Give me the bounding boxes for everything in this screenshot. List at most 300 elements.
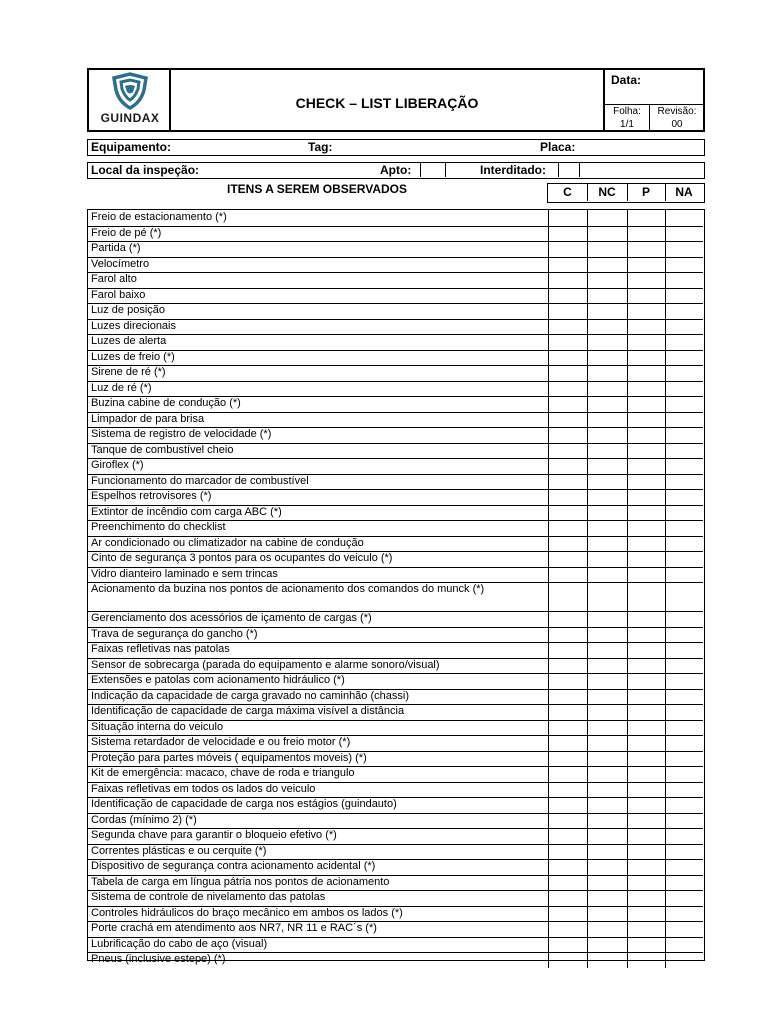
check-cell-na[interactable] bbox=[665, 627, 704, 643]
revisao-label: Revisão: bbox=[657, 106, 697, 117]
check-cell-p[interactable] bbox=[627, 567, 666, 583]
item-label: Lubrificação do cabo de aço (visual) bbox=[91, 937, 268, 950]
table-row bbox=[88, 704, 703, 721]
check-cell-p[interactable] bbox=[627, 288, 666, 304]
item-label: Buzina cabine de condução (*) bbox=[91, 397, 241, 409]
check-cell-na[interactable] bbox=[665, 952, 704, 968]
check-cell-nc[interactable] bbox=[587, 766, 628, 782]
check-cell-nc[interactable] bbox=[587, 797, 628, 813]
check-cell-c[interactable] bbox=[548, 797, 588, 813]
check-cell-c[interactable] bbox=[548, 720, 588, 736]
table-row bbox=[88, 350, 703, 367]
check-cell-na[interactable] bbox=[665, 520, 704, 536]
check-cell-nc[interactable] bbox=[587, 226, 628, 242]
check-cell-na[interactable] bbox=[665, 226, 704, 242]
item-label: Freio de estacionamento (*) bbox=[91, 211, 227, 223]
check-cell-na[interactable] bbox=[665, 859, 704, 875]
table-row bbox=[88, 611, 703, 628]
check-cell-na[interactable] bbox=[665, 210, 704, 226]
table-row bbox=[88, 720, 703, 737]
check-cell-c[interactable] bbox=[548, 875, 588, 891]
item-label: Luzes direcionais bbox=[91, 319, 176, 332]
check-cell-na[interactable] bbox=[665, 443, 704, 459]
check-cell-p[interactable] bbox=[627, 226, 666, 242]
check-cell-p[interactable] bbox=[627, 720, 666, 736]
check-cell-nc[interactable] bbox=[587, 751, 628, 767]
check-cell-c[interactable] bbox=[548, 689, 588, 705]
checklist-table bbox=[87, 209, 705, 965]
check-cell-nc[interactable] bbox=[587, 828, 628, 844]
table-row bbox=[88, 536, 703, 553]
item-label: Identificação de capacidade de carga nos estágios (guindauto) bbox=[91, 798, 397, 810]
document-header bbox=[87, 68, 705, 132]
check-cell-na[interactable] bbox=[665, 288, 704, 304]
check-cell-p[interactable] bbox=[627, 396, 666, 412]
check-cell-c[interactable] bbox=[548, 735, 588, 751]
check-cell-na[interactable] bbox=[665, 458, 704, 474]
check-cell-nc[interactable] bbox=[587, 782, 628, 798]
item-label: Kit de emergência: macaco, chave de roda e triangulo bbox=[91, 767, 355, 779]
item-label: Sistema retardador de velocidade e ou freio motor (*) bbox=[91, 736, 351, 748]
table-row bbox=[88, 890, 703, 907]
check-cell-p[interactable] bbox=[627, 303, 666, 319]
check-cell-c[interactable] bbox=[548, 334, 588, 350]
check-cell-p[interactable] bbox=[627, 458, 666, 474]
inspection-row bbox=[87, 162, 705, 179]
check-cell-c[interactable] bbox=[548, 381, 588, 397]
check-cell-nc[interactable] bbox=[587, 505, 628, 521]
check-cell-na[interactable] bbox=[665, 844, 704, 860]
table-row bbox=[88, 797, 703, 814]
check-cell-p[interactable] bbox=[627, 210, 666, 226]
check-cell-na[interactable] bbox=[665, 334, 704, 350]
table-row bbox=[88, 813, 703, 830]
table-row bbox=[88, 735, 703, 752]
revisao-value: 00 bbox=[671, 119, 683, 130]
check-cell-nc[interactable] bbox=[587, 735, 628, 751]
check-cell-p[interactable] bbox=[627, 536, 666, 552]
check-cell-c[interactable] bbox=[548, 427, 588, 443]
check-cell-p[interactable] bbox=[627, 474, 666, 490]
check-cell-nc[interactable] bbox=[587, 906, 628, 922]
table-row bbox=[88, 226, 703, 243]
item-label: Proteção para partes móveis ( equipamentos moveis) (*) bbox=[91, 751, 367, 764]
item-label: Cinto de segurança 3 pontos para os ocupantes do veiculo (*) bbox=[91, 552, 393, 564]
check-cell-na[interactable] bbox=[665, 689, 704, 705]
table-row bbox=[88, 489, 703, 506]
check-cell-nc[interactable] bbox=[587, 813, 628, 829]
check-cell-p[interactable] bbox=[627, 906, 666, 922]
check-cell-p[interactable] bbox=[627, 673, 666, 689]
check-cell-p[interactable] bbox=[627, 704, 666, 720]
check-cell-na[interactable] bbox=[665, 797, 704, 813]
check-cell-p[interactable] bbox=[627, 937, 666, 953]
check-cell-na[interactable] bbox=[665, 937, 704, 953]
item-label: Segunda chave para garantir o bloqueio efetivo (*) bbox=[91, 829, 337, 841]
check-cell-na[interactable] bbox=[665, 303, 704, 319]
table-row bbox=[88, 782, 703, 799]
check-cell-nc[interactable] bbox=[587, 443, 628, 459]
check-cell-na[interactable] bbox=[665, 673, 704, 689]
item-label: Controles hidráulicos do braço mecânico em ambos os lados (*) bbox=[91, 906, 403, 919]
company-logo bbox=[89, 70, 171, 130]
check-cell-na[interactable] bbox=[665, 611, 704, 627]
items-header: ITENS A SEREM OBSERVADOS bbox=[226, 182, 408, 196]
check-cell-nc[interactable] bbox=[587, 303, 628, 319]
check-cell-na[interactable] bbox=[665, 257, 704, 273]
check-cell-c[interactable] bbox=[548, 906, 588, 922]
check-cell-nc[interactable] bbox=[587, 381, 628, 397]
check-cell-p[interactable] bbox=[627, 921, 666, 937]
check-cell-c[interactable] bbox=[548, 412, 588, 428]
check-cell-na[interactable] bbox=[665, 921, 704, 937]
check-cell-nc[interactable] bbox=[587, 427, 628, 443]
check-cell-nc[interactable] bbox=[587, 489, 628, 505]
check-cell-c[interactable] bbox=[548, 520, 588, 536]
check-cell-c[interactable] bbox=[548, 551, 588, 567]
check-cell-c[interactable] bbox=[548, 952, 588, 968]
check-cell-c[interactable] bbox=[548, 257, 588, 273]
item-label: Acionamento da buzina nos pontos de acionamento dos comandos do munck (*) bbox=[91, 583, 485, 595]
item-label: Freio de pé (*) bbox=[91, 226, 162, 239]
table-row bbox=[88, 828, 703, 845]
col-c-header: C bbox=[548, 184, 588, 201]
table-row bbox=[88, 627, 703, 644]
check-cell-nc[interactable] bbox=[587, 412, 628, 428]
check-cell-p[interactable] bbox=[627, 844, 666, 860]
check-cell-nc[interactable] bbox=[587, 875, 628, 891]
meta-column bbox=[603, 70, 705, 130]
check-cell-p[interactable] bbox=[627, 751, 666, 767]
check-cell-nc[interactable] bbox=[587, 241, 628, 257]
item-label: Gerenciamento dos acessórios de içamento de cargas (*) bbox=[91, 612, 372, 624]
check-cell-p[interactable] bbox=[627, 520, 666, 536]
check-cell-nc[interactable] bbox=[587, 396, 628, 412]
check-cell-p[interactable] bbox=[627, 813, 666, 829]
check-cell-nc[interactable] bbox=[587, 952, 628, 968]
check-cell-p[interactable] bbox=[627, 334, 666, 350]
check-cell-na[interactable] bbox=[665, 350, 704, 366]
check-cell-nc[interactable] bbox=[587, 474, 628, 490]
check-cell-c[interactable] bbox=[548, 303, 588, 319]
check-cell-p[interactable] bbox=[627, 551, 666, 567]
item-label: Extensões e patolas com acionamento hidráulico (*) bbox=[91, 674, 345, 686]
item-label: Espelhos retrovisores (*) bbox=[91, 490, 212, 502]
item-label: Identificação de capacidade de carga máxima visível a distância bbox=[91, 705, 405, 717]
item-label: Cordas (mínimo 2) (*) bbox=[91, 813, 197, 826]
table-row bbox=[88, 334, 703, 351]
table-row bbox=[88, 257, 703, 274]
table-row bbox=[88, 582, 703, 612]
check-cell-na[interactable] bbox=[665, 272, 704, 288]
item-label: Farol alto bbox=[91, 273, 137, 285]
check-cell-na[interactable] bbox=[665, 365, 704, 381]
check-cell-c[interactable] bbox=[548, 658, 588, 674]
check-cell-na[interactable] bbox=[665, 906, 704, 922]
check-cell-nc[interactable] bbox=[587, 704, 628, 720]
check-cell-nc[interactable] bbox=[587, 921, 628, 937]
check-cell-c[interactable] bbox=[548, 782, 588, 798]
check-cell-p[interactable] bbox=[627, 272, 666, 288]
check-cell-p[interactable] bbox=[627, 828, 666, 844]
item-label: Funcionamento do marcador de combustível bbox=[91, 474, 309, 487]
check-cell-p[interactable] bbox=[627, 859, 666, 875]
interditado-label: Interditado: bbox=[480, 163, 546, 177]
check-cell-na[interactable] bbox=[665, 489, 704, 505]
item-label: Farol baixo bbox=[91, 288, 146, 301]
check-cell-nc[interactable] bbox=[587, 536, 628, 552]
check-cell-c[interactable] bbox=[548, 458, 588, 474]
table-row bbox=[88, 875, 703, 892]
table-row bbox=[88, 567, 703, 584]
check-cell-p[interactable] bbox=[627, 489, 666, 505]
check-cell-na[interactable] bbox=[665, 396, 704, 412]
table-row bbox=[88, 859, 703, 876]
check-cell-p[interactable] bbox=[627, 427, 666, 443]
folha-box bbox=[605, 104, 650, 131]
guindax-shield-icon bbox=[89, 70, 171, 112]
check-cell-p[interactable] bbox=[627, 952, 666, 968]
interditado-box[interactable] bbox=[558, 163, 580, 177]
check-cell-na[interactable] bbox=[665, 642, 704, 658]
item-label: Correntes plásticas e ou cerquite (*) bbox=[91, 844, 267, 857]
status-column-header bbox=[547, 183, 705, 203]
item-label: Ar condicionado ou climatizador na cabine de condução bbox=[91, 536, 364, 549]
check-cell-p[interactable] bbox=[627, 412, 666, 428]
item-label: Luzes de freio (*) bbox=[91, 350, 175, 363]
revisao-box bbox=[649, 104, 705, 131]
check-cell-c[interactable] bbox=[548, 241, 588, 257]
check-cell-nc[interactable] bbox=[587, 844, 628, 860]
col-nc-header: NC bbox=[587, 184, 628, 201]
check-cell-na[interactable] bbox=[665, 505, 704, 521]
item-label: Dispositivo de segurança contra acionamento acidental (*) bbox=[91, 860, 376, 872]
check-cell-c[interactable] bbox=[548, 704, 588, 720]
check-cell-nc[interactable] bbox=[587, 319, 628, 335]
check-cell-nc[interactable] bbox=[587, 627, 628, 643]
check-cell-c[interactable] bbox=[548, 766, 588, 782]
check-cell-p[interactable] bbox=[627, 505, 666, 521]
apto-label: Apto: bbox=[380, 163, 412, 177]
check-cell-nc[interactable] bbox=[587, 288, 628, 304]
item-label: Porte crachá em atendimento aos NR7, NR 11 e RAC´s (*) bbox=[91, 922, 377, 934]
check-cell-c[interactable] bbox=[548, 921, 588, 937]
check-cell-na[interactable] bbox=[665, 567, 704, 583]
check-cell-na[interactable] bbox=[665, 735, 704, 751]
check-cell-c[interactable] bbox=[548, 505, 588, 521]
check-cell-na[interactable] bbox=[665, 536, 704, 552]
check-cell-c[interactable] bbox=[548, 844, 588, 860]
table-row bbox=[88, 658, 703, 675]
check-cell-na[interactable] bbox=[665, 875, 704, 891]
check-cell-na[interactable] bbox=[665, 412, 704, 428]
check-cell-na[interactable] bbox=[665, 582, 704, 611]
item-label: Velocímetro bbox=[91, 257, 150, 270]
item-label: Tanque de combustível cheio bbox=[91, 443, 234, 456]
check-cell-nc[interactable] bbox=[587, 720, 628, 736]
table-row bbox=[88, 241, 703, 258]
check-cell-nc[interactable] bbox=[587, 334, 628, 350]
check-cell-nc[interactable] bbox=[587, 458, 628, 474]
check-cell-c[interactable] bbox=[548, 489, 588, 505]
item-label: Limpador de para brisa bbox=[91, 412, 205, 425]
table-row bbox=[88, 505, 703, 522]
check-cell-nc[interactable] bbox=[587, 937, 628, 953]
check-cell-c[interactable] bbox=[548, 642, 588, 658]
check-cell-p[interactable] bbox=[627, 257, 666, 273]
tag-label: Tag: bbox=[308, 140, 333, 154]
check-cell-p[interactable] bbox=[627, 582, 666, 611]
check-cell-c[interactable] bbox=[548, 567, 588, 583]
item-label: Sirene de ré (*) bbox=[91, 366, 166, 378]
local-label: Local da inspeção: bbox=[91, 163, 200, 177]
check-cell-na[interactable] bbox=[665, 890, 704, 906]
check-cell-c[interactable] bbox=[548, 937, 588, 953]
document-title: CHECK – LIST LIBERAÇÃO bbox=[295, 95, 479, 111]
check-cell-na[interactable] bbox=[665, 720, 704, 736]
check-cell-na[interactable] bbox=[665, 751, 704, 767]
check-cell-p[interactable] bbox=[627, 627, 666, 643]
check-cell-na[interactable] bbox=[665, 782, 704, 798]
table-row bbox=[88, 458, 703, 475]
check-cell-na[interactable] bbox=[665, 704, 704, 720]
check-cell-c[interactable] bbox=[548, 396, 588, 412]
check-cell-p[interactable] bbox=[627, 365, 666, 381]
check-cell-c[interactable] bbox=[548, 536, 588, 552]
check-cell-nc[interactable] bbox=[587, 567, 628, 583]
table-row bbox=[88, 921, 703, 938]
item-label: Giroflex (*) bbox=[91, 459, 144, 471]
check-cell-na[interactable] bbox=[665, 241, 704, 257]
check-cell-na[interactable] bbox=[665, 474, 704, 490]
check-cell-c[interactable] bbox=[548, 319, 588, 335]
check-cell-nc[interactable] bbox=[587, 611, 628, 627]
check-cell-p[interactable] bbox=[627, 319, 666, 335]
check-cell-na[interactable] bbox=[665, 381, 704, 397]
check-cell-na[interactable] bbox=[665, 551, 704, 567]
col-na-header: NA bbox=[675, 185, 693, 199]
check-cell-p[interactable] bbox=[627, 689, 666, 705]
check-cell-nc[interactable] bbox=[587, 257, 628, 273]
check-cell-c[interactable] bbox=[548, 673, 588, 689]
item-label: Preenchimento do checklist bbox=[91, 521, 226, 533]
folha-label: Folha: bbox=[613, 106, 641, 117]
check-cell-p[interactable] bbox=[627, 381, 666, 397]
check-cell-nc[interactable] bbox=[587, 365, 628, 381]
check-cell-p[interactable] bbox=[627, 241, 666, 257]
check-cell-p[interactable] bbox=[627, 782, 666, 798]
table-row bbox=[88, 952, 703, 968]
check-cell-nc[interactable] bbox=[587, 673, 628, 689]
check-cell-c[interactable] bbox=[548, 611, 588, 627]
brand-name: GUINDAX bbox=[100, 111, 160, 125]
check-cell-na[interactable] bbox=[665, 427, 704, 443]
check-cell-p[interactable] bbox=[627, 766, 666, 782]
check-cell-nc[interactable] bbox=[587, 210, 628, 226]
check-cell-nc[interactable] bbox=[587, 859, 628, 875]
check-cell-nc[interactable] bbox=[587, 658, 628, 674]
check-cell-c[interactable] bbox=[548, 474, 588, 490]
check-cell-p[interactable] bbox=[627, 443, 666, 459]
item-label: Faixas refletivas nas patolas bbox=[91, 643, 230, 655]
table-row bbox=[88, 689, 703, 706]
item-label: Faixas refletivas em todos os lados do veiculo bbox=[91, 782, 316, 795]
check-cell-c[interactable] bbox=[548, 288, 588, 304]
check-cell-nc[interactable] bbox=[587, 642, 628, 658]
check-cell-p[interactable] bbox=[627, 735, 666, 751]
table-row bbox=[88, 906, 703, 923]
table-row bbox=[88, 642, 703, 659]
col-p-header: P bbox=[627, 184, 666, 201]
check-cell-nc[interactable] bbox=[587, 272, 628, 288]
check-cell-p[interactable] bbox=[627, 350, 666, 366]
check-cell-c[interactable] bbox=[548, 859, 588, 875]
item-label: Vidro dianteiro laminado e sem trincas bbox=[91, 567, 278, 580]
check-cell-na[interactable] bbox=[665, 813, 704, 829]
placa-label: Placa: bbox=[540, 140, 576, 154]
check-cell-p[interactable] bbox=[627, 875, 666, 891]
check-cell-c[interactable] bbox=[548, 582, 588, 611]
item-label: Sistema de registro de velocidade (*) bbox=[91, 428, 272, 440]
check-cell-p[interactable] bbox=[627, 642, 666, 658]
check-cell-c[interactable] bbox=[548, 828, 588, 844]
folha-value: 1/1 bbox=[620, 119, 634, 130]
item-label: Situação interna do veiculo bbox=[91, 720, 224, 733]
check-cell-c[interactable] bbox=[548, 365, 588, 381]
check-cell-nc[interactable] bbox=[587, 350, 628, 366]
check-cell-nc[interactable] bbox=[587, 551, 628, 567]
check-cell-c[interactable] bbox=[548, 226, 588, 242]
check-cell-c[interactable] bbox=[548, 751, 588, 767]
check-cell-na[interactable] bbox=[665, 828, 704, 844]
table-row bbox=[88, 319, 703, 336]
table-row bbox=[88, 412, 703, 429]
check-cell-c[interactable] bbox=[548, 350, 588, 366]
check-cell-c[interactable] bbox=[548, 210, 588, 226]
check-cell-na[interactable] bbox=[665, 766, 704, 782]
equipment-row bbox=[87, 139, 705, 156]
table-row bbox=[88, 288, 703, 305]
check-cell-c[interactable] bbox=[548, 890, 588, 906]
check-cell-p[interactable] bbox=[627, 658, 666, 674]
table-row bbox=[88, 844, 703, 861]
table-row bbox=[88, 520, 703, 537]
check-cell-nc[interactable] bbox=[587, 890, 628, 906]
check-cell-nc[interactable] bbox=[587, 582, 628, 611]
check-cell-p[interactable] bbox=[627, 611, 666, 627]
check-cell-c[interactable] bbox=[548, 813, 588, 829]
table-row bbox=[88, 551, 703, 568]
table-row bbox=[88, 751, 703, 768]
check-cell-nc[interactable] bbox=[587, 689, 628, 705]
check-cell-na[interactable] bbox=[665, 319, 704, 335]
item-label: Tabela de carga em língua pátria nos pontos de acionamento bbox=[91, 875, 390, 888]
check-cell-p[interactable] bbox=[627, 890, 666, 906]
check-cell-p[interactable] bbox=[627, 797, 666, 813]
table-row bbox=[88, 673, 703, 690]
check-cell-c[interactable] bbox=[548, 443, 588, 459]
check-cell-c[interactable] bbox=[548, 272, 588, 288]
item-label: Luz de posição bbox=[91, 304, 165, 316]
table-row bbox=[88, 396, 703, 413]
check-cell-c[interactable] bbox=[548, 627, 588, 643]
apto-box[interactable] bbox=[420, 163, 446, 177]
item-label: Luzes de alerta bbox=[91, 335, 167, 347]
check-cell-nc[interactable] bbox=[587, 520, 628, 536]
item-label: Sensor de sobrecarga (parada do equipamento e alarme sonoro/visual) bbox=[91, 658, 440, 671]
item-label: Extintor de incêndio com carga ABC (*) bbox=[91, 505, 282, 518]
check-cell-na[interactable] bbox=[665, 658, 704, 674]
